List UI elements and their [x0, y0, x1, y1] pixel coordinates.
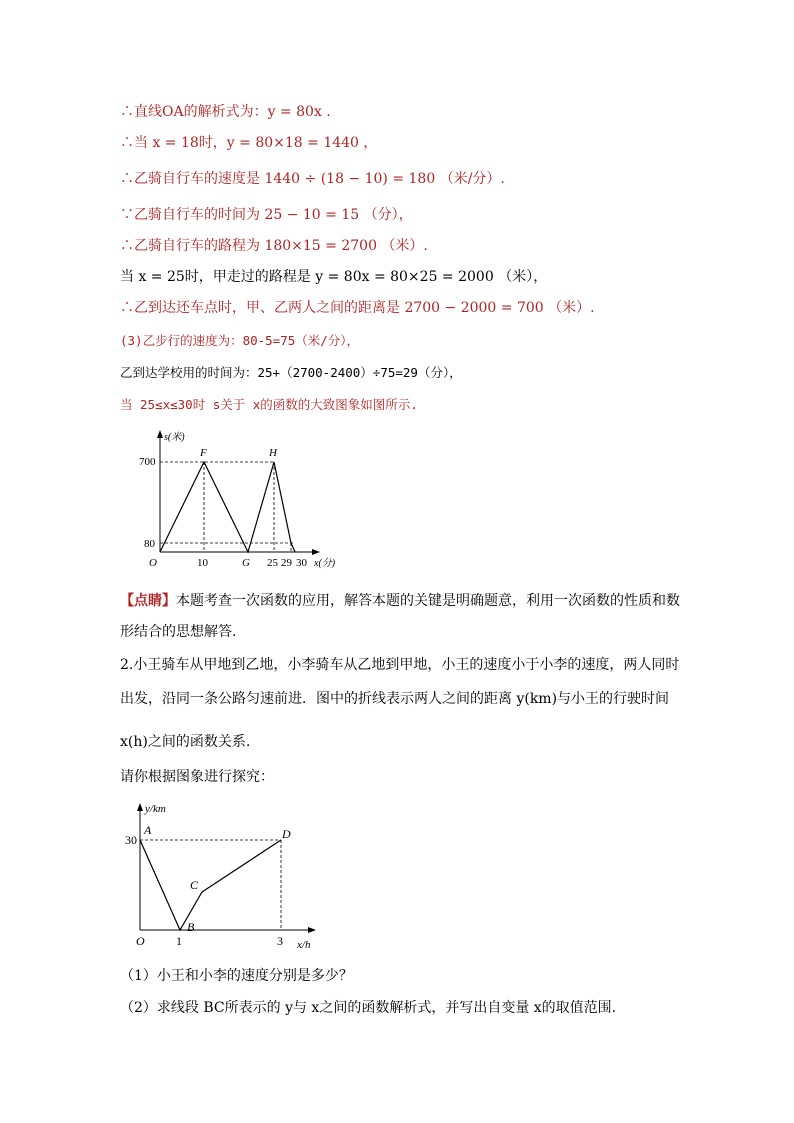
solution-line-9: 乙到达学校用的时间为：25+（2700-2400）÷75=29（分）， [120, 365, 462, 380]
solution-line-8: (3)乙步行的速度为：80-5=75（米/分）， [120, 333, 360, 348]
graph2-x-axis-label: x/h [297, 939, 311, 951]
solution-line-10: 当 25≤x≤30时 s关于 x的函数的大致图象如图所示. [120, 397, 418, 412]
graph2-point-a: A [144, 823, 152, 837]
graph1-y-tick-80: 80 [144, 538, 155, 550]
problem2-line-3: x(h)之间的函数关系. [120, 734, 251, 750]
graph1-y-tick-700: 700 [139, 456, 156, 468]
solution-line-5: ∴乙骑自行车的路程为 180×15 = 2700 （米）. [120, 238, 428, 254]
graph1-function-line [160, 462, 295, 552]
graph1-point-g: G [242, 557, 250, 569]
graph1-point-h: H [269, 447, 277, 459]
graph2-point-b: B [187, 920, 195, 934]
solution-line-3: ∴乙骑自行车的速度是 1440 ÷ (18 − 10) = 180 （米/分）. [120, 171, 505, 187]
graph1-x-axis-label: x(分) [314, 558, 336, 569]
solution-line-7: ∴乙到达还车点时，甲、乙两人之间的距离是 2700 − 2000 = 700 （米）. [120, 300, 595, 316]
graph2-y-axis-label: y/km [145, 803, 166, 815]
solution-line-6: 当 x = 25时，甲走过的路程是 y = 80x = 80×25 = 2000 （米）， [120, 269, 548, 285]
graph1-y-arrow [157, 430, 163, 438]
question-2: （2）求线段 BC所表示的 y与 x之间的函数解析式，并写出自变量 x的取值范围. [120, 1000, 617, 1016]
graph1-x-tick-10: 10 [197, 557, 208, 569]
solution-line-4: ∵乙骑自行车的时间为 25 − 10 = 15 （分）， [120, 207, 413, 223]
graph2-point-o: O [136, 934, 145, 948]
graph2-y-tick-30: 30 [125, 833, 137, 847]
graph1-x-tick-25: 25 [267, 557, 278, 569]
solution-line-2: ∴当 x = 18时，y = 80×18 = 1440 ， [120, 135, 378, 151]
graph1-y-axis-label: s(米) [164, 432, 185, 443]
graph1-x-tick-29: 29 [281, 557, 292, 569]
graph2-point-d: D [282, 827, 291, 841]
question-1: （1）小王和小李的速度分别是多少？ [120, 968, 353, 984]
graph2-x-tick-3: 3 [277, 934, 283, 948]
graph2-function-line [140, 840, 281, 930]
comment-line-1 [120, 592, 680, 610]
graph1-x-tick-30: 30 [296, 557, 307, 569]
comment-line-2: 形结合的思想解答. [120, 624, 237, 640]
solution-line-1: ∴直线OA的解析式为：y = 80x . [120, 104, 331, 120]
graph2-point-c: C [190, 878, 199, 892]
problem2-line-4: 请你根据图象进行探究： [120, 769, 274, 785]
graph1-point-f: F [200, 447, 207, 459]
distance-time-graph-1 [138, 428, 348, 573]
problem2-line-1: 2.小王骑车从甲地到乙地，小李骑车从乙地到甲地，小王的速度小于小李的速度，两人同时 [120, 657, 680, 673]
graph1-point-o: O [149, 557, 157, 569]
comment-tag: 【点睛】 [120, 593, 176, 609]
comment-text-1: 本题考查一次函数的应用，解答本题的关键是明确题意，利用一次函数的性质和数 [176, 593, 680, 609]
graph1-x-arrow [312, 549, 320, 555]
graph2-y-arrow [137, 803, 143, 811]
graph2-x-arrow [308, 927, 316, 933]
graph2-x-tick-1: 1 [176, 934, 182, 948]
distance-time-graph-2 [125, 798, 330, 958]
problem2-line-2: 出发，沿同一条公路匀速前进．图中的折线表示两人之间的距离 y(km)与小王的行驶时间 [120, 691, 670, 707]
